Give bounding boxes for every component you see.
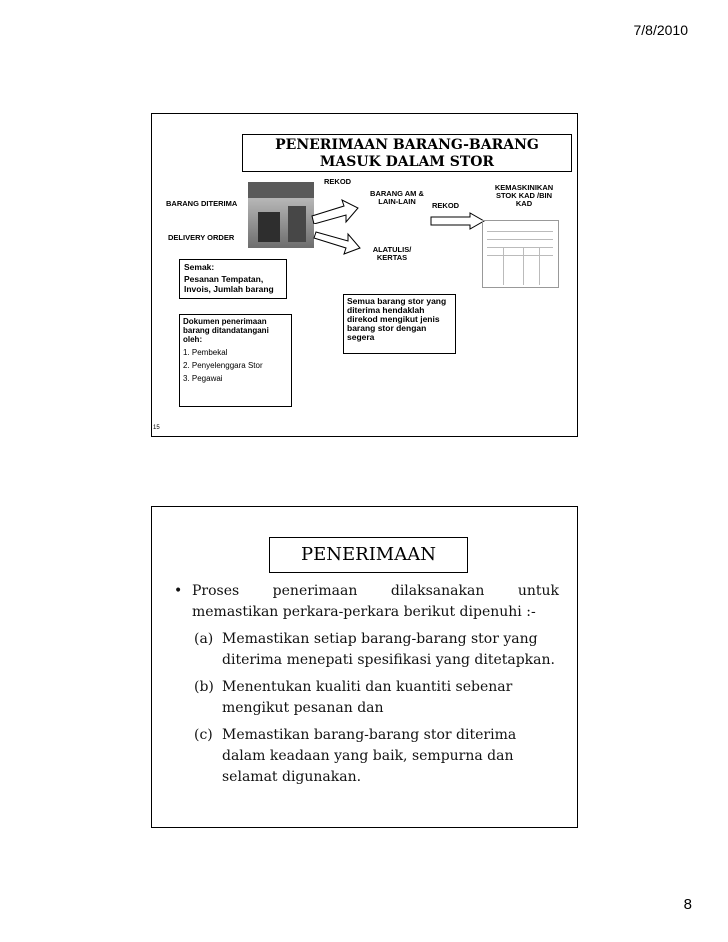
label-barang-diterima: BARANG DITERIMA: [166, 199, 238, 208]
list-item: 2. Penyelenggara Stor: [183, 361, 263, 370]
semak-label: Semak:: [184, 262, 215, 272]
label-barang-am: BARANG AM & LAIN-LAIN: [370, 189, 424, 206]
slide-title: PENERIMAAN: [269, 537, 468, 573]
item-label: (a): [194, 631, 214, 647]
item-label: (c): [194, 727, 213, 743]
item-label: (b): [194, 679, 214, 695]
list-item: 3. Pegawai: [183, 374, 223, 383]
item-text: Menentukan kualiti dan kuantiti sebenar mengikut pesanan dan: [222, 679, 513, 716]
page-date: 7/8/2010: [633, 22, 688, 38]
slide-body: [174, 581, 559, 788]
semak-box: [179, 259, 287, 299]
slide-number: 15: [153, 425, 160, 431]
slide-title: PENERIMAAN BARANG-BARANG MASUK DALAM STOR: [242, 134, 572, 172]
stock-card-image: [482, 220, 559, 288]
item-text: Memastikan barang-barang stor diterima dalam keadaan yang baik, sempurna dan selamat digunakan.: [222, 727, 517, 785]
label-alatulis: ALATULIS/ KERTAS: [372, 245, 412, 262]
bullet-point: [174, 581, 559, 623]
stok-box: Semua barang stor yang diterima hendaklah direkod mengikut jenis barang stor dengan segera: [343, 294, 456, 354]
slide-penerimaan: [151, 506, 578, 828]
list-item: [174, 725, 559, 788]
arrow-icon: [310, 198, 360, 224]
page-number: 8: [683, 896, 692, 913]
bullet-icon: •: [174, 583, 183, 599]
label-delivery-order: DELIVERY ORDER: [168, 233, 235, 242]
bullet-text: Proses penerimaan dilaksanakan untuk memastikan perkara-perkara berikut dipenuhi :-: [192, 583, 559, 620]
label-rekod-top: REKOD: [324, 177, 352, 186]
list-item: [174, 677, 559, 719]
label-rekod-right: REKOD: [432, 201, 460, 210]
slide-diagram: [151, 113, 578, 437]
list-item: [174, 629, 559, 671]
dokumen-text: Dokumen penerimaan barang ditandatangani oleh:: [183, 317, 269, 344]
building-photo: [248, 182, 314, 248]
list-item: 1. Pembekal: [183, 348, 228, 357]
label-kemaskinikan: KEMASKINIKAN STOK KAD /BIN KAD: [494, 183, 554, 208]
item-text: Memastikan setiap barang-barang stor yang diterima menepati spesifikasi yang ditetapkan.: [222, 631, 555, 668]
semak-text: Pesanan Tempatan, Invois, Jumlah barang: [184, 274, 274, 294]
arrow-icon: [312, 230, 362, 258]
dokumen-box: [179, 314, 292, 407]
arrow-icon: [430, 212, 486, 230]
